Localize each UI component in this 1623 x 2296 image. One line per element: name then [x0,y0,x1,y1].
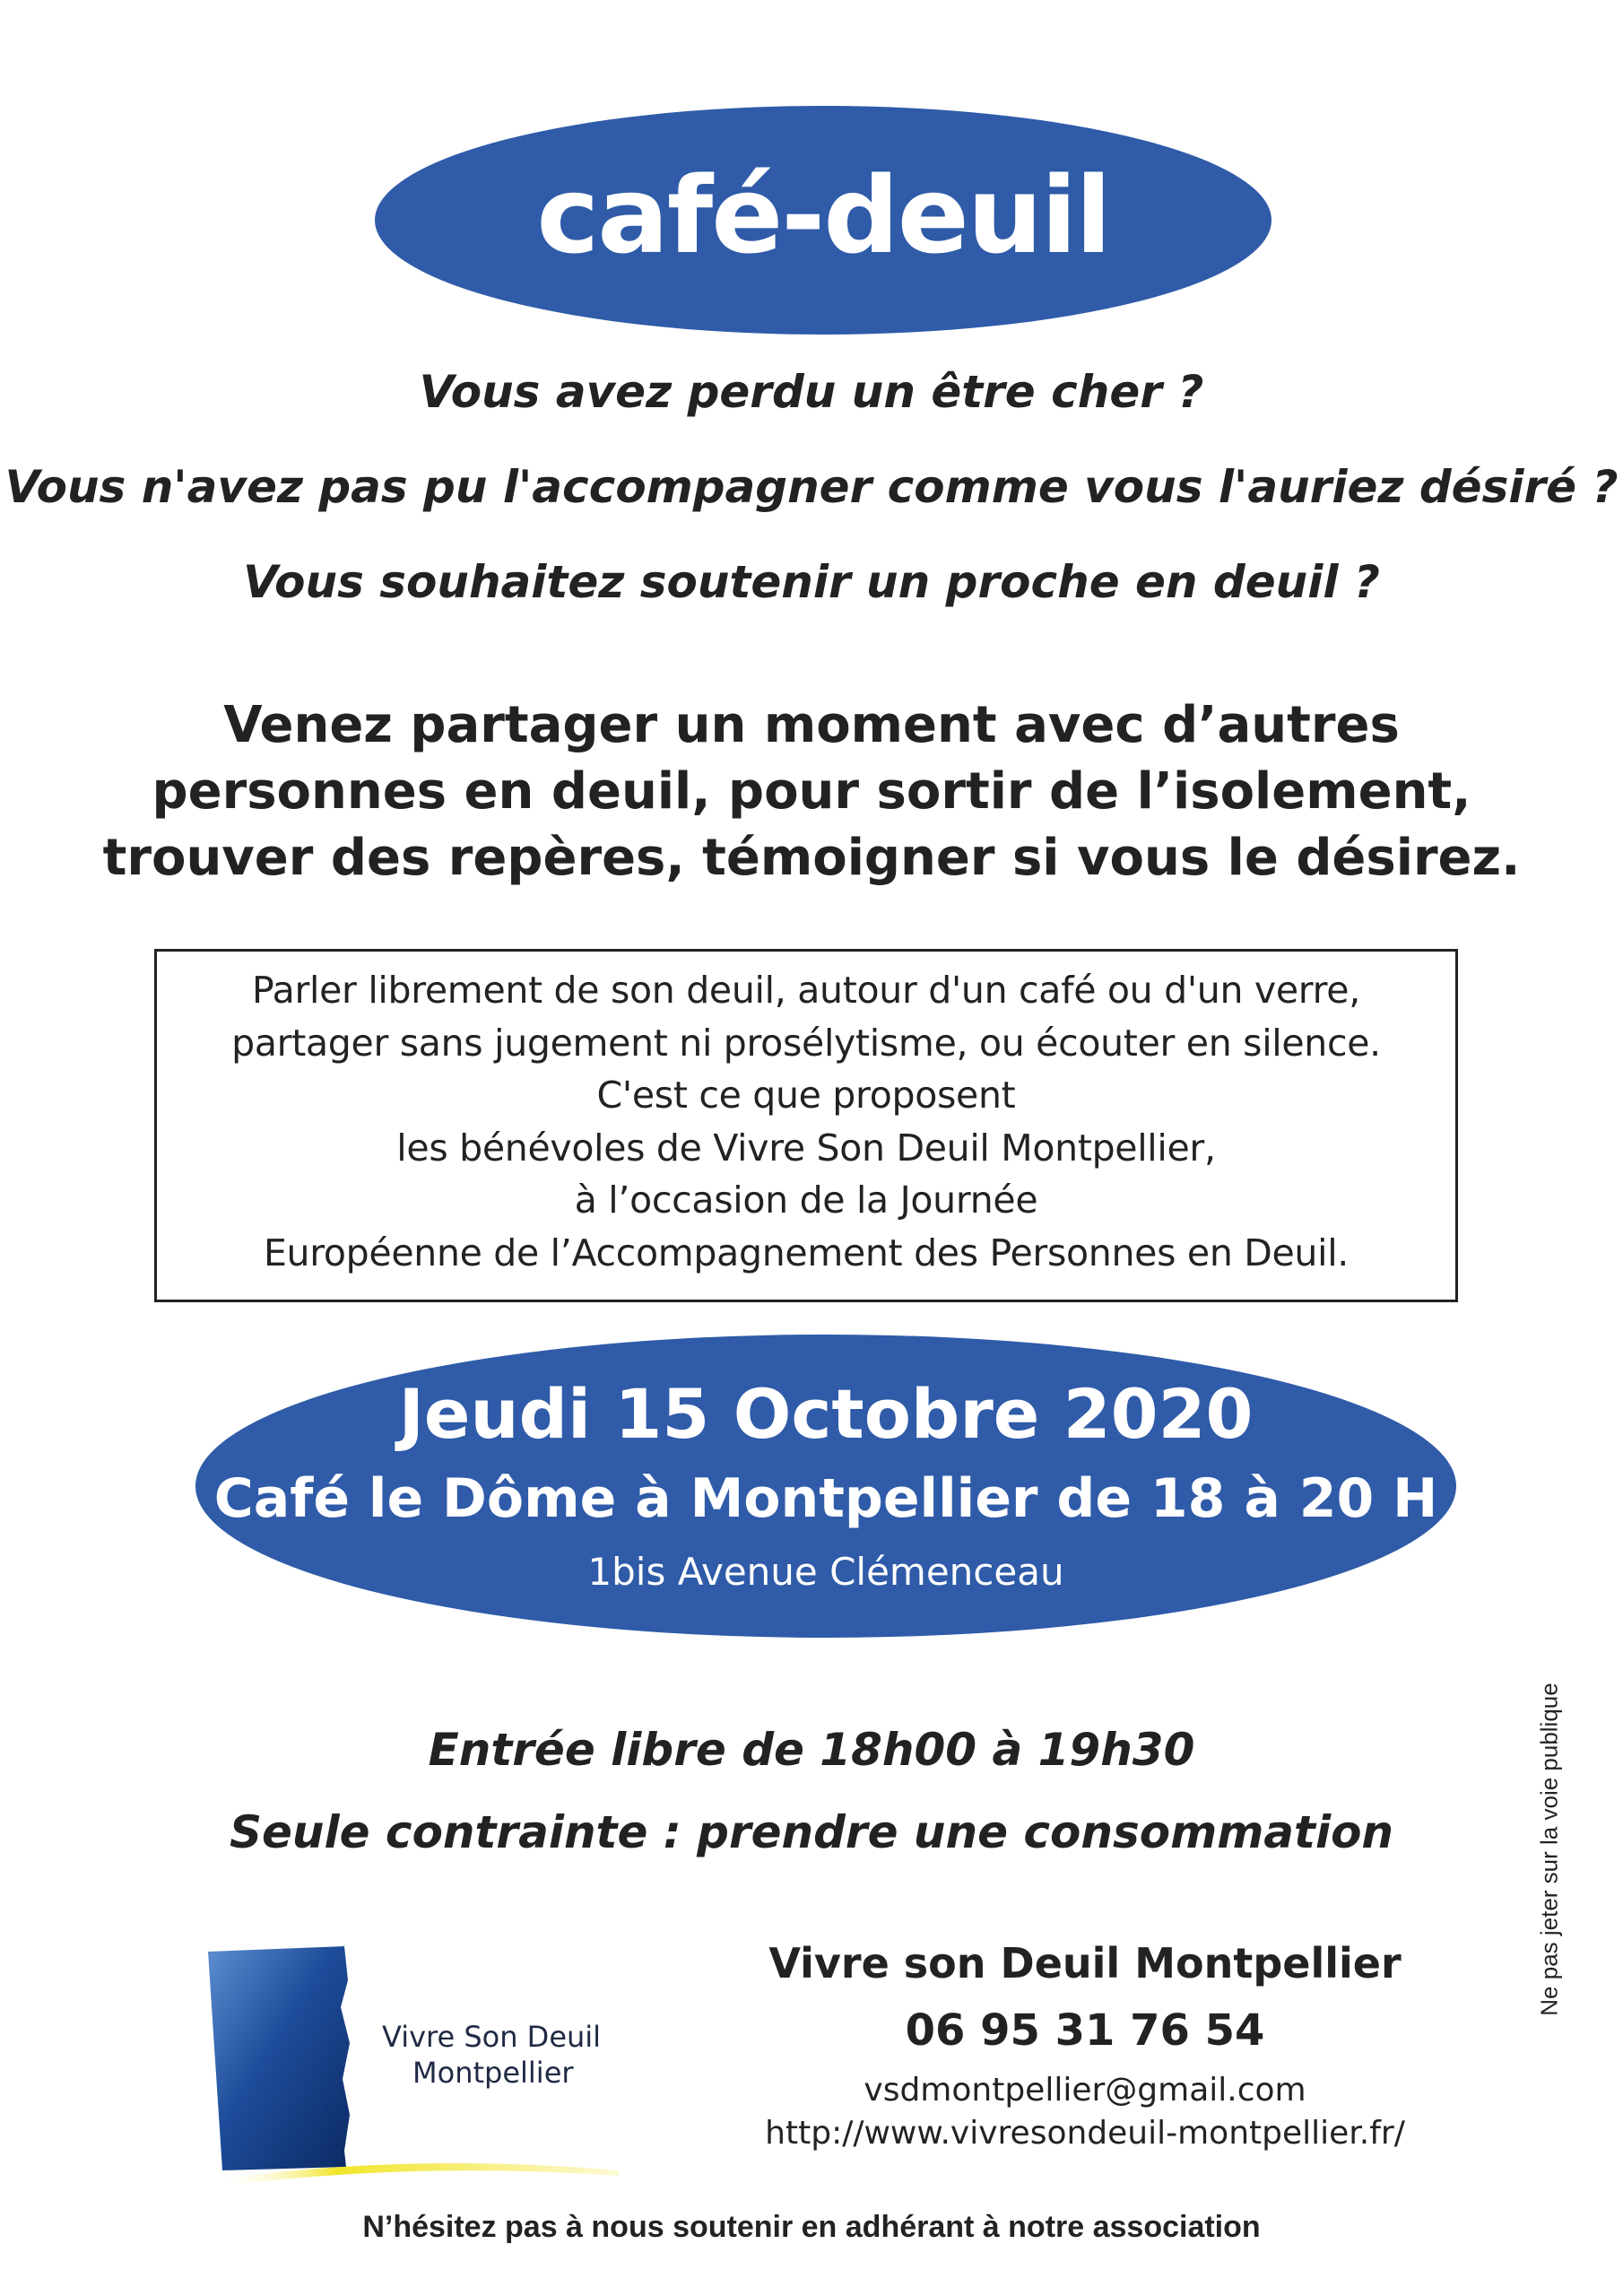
entry-hours: Entrée libre de 18h00 à 19h30 [428,1724,1195,1776]
event-address: 1bis Avenue Clémenceau [587,1550,1064,1594]
side-note-text: Ne pas jeter sur la voie publique [1535,1683,1563,2016]
title-banner [375,106,1271,335]
contact-phone: 06 95 31 76 54 [905,2005,1265,2056]
question-2: Vous n'avez pas pu l'accompagner comme vous l'auriez désiré ? [4,461,1619,513]
association-logo [197,1944,628,2196]
footer-note: N’hésitez pas à nous soutenir en adhérant à notre association [362,2210,1261,2244]
entry-condition: Seule contrainte : prendre une consommation [229,1806,1394,1858]
page-title: café-deuil [536,152,1110,277]
invitation-line: personnes en deuil, pour sortir de l’isolement, [152,762,1471,821]
invitation-line: Venez partager un moment avec d’autres [223,696,1400,754]
contact-email[interactable]: vsdmontpellier@gmail.com [864,2072,1306,2109]
question-3: Vous souhaitez soutenir un proche en deuil ? [243,556,1380,608]
info-line: partager sans jugement ni prosélytisme, ou écouter en silence. [231,1021,1381,1065]
invitation-text [0,692,1623,891]
logo-name-line1: Vivre Son Deuil [382,2020,602,2054]
event-date: Jeudi 15 Octobre 2020 [398,1374,1254,1454]
info-line: Européenne de l’Accompagnement des Personnes en Deuil. [263,1231,1350,1274]
logo-name-line2: Montpellier [412,2056,574,2090]
info-line: à l’occasion de la Journée [574,1178,1038,1222]
contact-name: Vivre son Deuil Montpellier [768,1939,1402,1987]
event-banner [195,1335,1456,1638]
info-line: C'est ce que proposent [596,1074,1016,1117]
invitation-line: trouver des repères, témoigner si vous le désirez. [102,829,1521,887]
info-line: Parler librement de son deuil, autour d'un café ou d'un verre, [252,969,1360,1012]
event-place: Café le Dôme à Montpellier de 18 à 20 H [213,1467,1438,1530]
side-note [1535,1652,1563,2047]
info-box [154,949,1458,1302]
info-line: les bénévoles de Vivre Son Deuil Montpellier, [396,1126,1216,1170]
question-1: Vous avez perdu un être cher ? [419,366,1204,418]
contact-website[interactable]: http://www.vivresondeuil-montpellier.fr/ [765,2115,1405,2152]
